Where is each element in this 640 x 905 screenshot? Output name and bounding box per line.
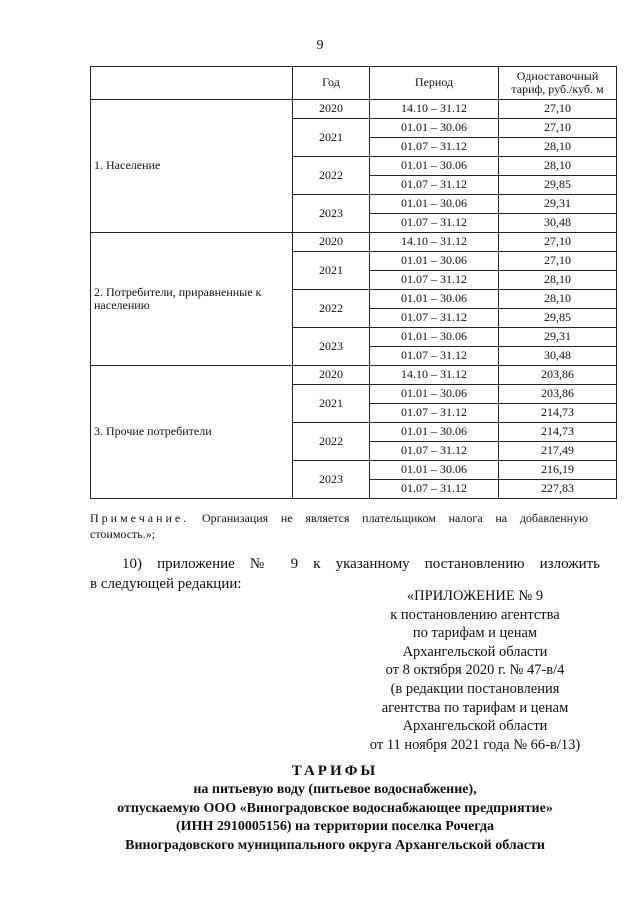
note-label: Примечание. [90, 511, 190, 525]
header-category [91, 67, 293, 100]
period-cell: 01.01 – 30.06 [370, 195, 499, 214]
appendix-line: Архангельской области [402, 718, 548, 735]
category-cell: 2. Потребители, приравненные к населению [91, 233, 293, 366]
rate-cell: 227,83 [499, 480, 617, 499]
rate-cell: 27,10 [499, 119, 617, 138]
period-cell: 01.01 – 30.06 [370, 461, 499, 480]
appendix-line: (в редакции постановления [390, 680, 560, 697]
year-cell: 2022 [293, 290, 370, 328]
rate-cell: 203,86 [499, 385, 617, 404]
rate-cell: 29,85 [499, 309, 617, 328]
period-cell: 01.01 – 30.06 [370, 119, 499, 138]
rate-cell: 27,10 [499, 100, 617, 119]
period-cell: 01.07 – 31.12 [370, 271, 499, 290]
table-note [90, 510, 588, 542]
year-cell: 2020 [293, 233, 370, 252]
period-cell: 01.07 – 31.12 [370, 347, 499, 366]
period-cell: 01.07 – 31.12 [370, 480, 499, 499]
period-cell: 01.07 – 31.12 [370, 404, 499, 423]
appendix-line: «ПРИЛОЖЕНИЕ № 9 [406, 588, 544, 604]
title-line: Виноградовского муниципального округа Архангельской области [125, 838, 545, 854]
table-row [91, 233, 617, 252]
rate-cell: 28,10 [499, 157, 617, 176]
period-cell: 01.07 – 31.12 [370, 214, 499, 233]
appendix-line: Архангельской области [402, 643, 548, 660]
tariff-table [90, 66, 617, 499]
rate-cell: 216,19 [499, 461, 617, 480]
title-line: отпускаемую ООО «Виноградовское водоснабжающее предприятие» [117, 800, 553, 816]
table-header-row [91, 67, 617, 100]
appendix-line: агентства по тарифам и ценам [381, 699, 569, 716]
category-cell: 1. Население [91, 100, 293, 233]
header-rate: Одноставочный тариф, руб./куб. м [499, 67, 617, 100]
year-cell: 2020 [293, 366, 370, 385]
year-cell: 2023 [293, 328, 370, 366]
appendix-header [355, 587, 595, 754]
appendix-line: по тарифам и ценам [412, 625, 538, 642]
title-lines [60, 781, 610, 856]
rate-cell: 29,31 [499, 195, 617, 214]
category-cell: 3. Прочие потребители [91, 366, 293, 499]
period-cell: 01.01 – 30.06 [370, 252, 499, 271]
rate-cell: 29,31 [499, 328, 617, 347]
year-cell: 2021 [293, 119, 370, 157]
title-line: (ИНН 2910005156) на территории поселка Рочегда [176, 819, 494, 835]
rate-cell: 30,48 [499, 214, 617, 233]
rate-cell: 29,85 [499, 176, 617, 195]
appendix-line: от 11 ноября 2021 года № 66-в/13) [369, 736, 581, 753]
period-cell: 01.01 – 30.06 [370, 328, 499, 347]
period-cell: 14.10 – 31.12 [370, 100, 499, 119]
rate-cell: 27,10 [499, 252, 617, 271]
document-title [60, 762, 610, 856]
period-cell: 01.01 – 30.06 [370, 157, 499, 176]
rate-cell: 217,49 [499, 442, 617, 461]
period-cell: 14.10 – 31.12 [370, 366, 499, 385]
period-cell: 14.10 – 31.12 [370, 233, 499, 252]
year-cell: 2020 [293, 100, 370, 119]
rate-cell: 214,73 [499, 423, 617, 442]
year-cell: 2023 [293, 461, 370, 499]
table-row [91, 366, 617, 385]
period-cell: 01.01 – 30.06 [370, 385, 499, 404]
rate-cell: 28,10 [499, 290, 617, 309]
rate-cell: 27,10 [499, 233, 617, 252]
period-cell: 01.01 – 30.06 [370, 423, 499, 442]
note-text: Организация не является плательщиком налога на добавленную стоимость.»; [90, 511, 588, 541]
period-cell: 01.07 – 31.12 [370, 176, 499, 195]
header-year: Год [293, 67, 370, 100]
table-row [91, 100, 617, 119]
period-cell: 01.07 – 31.12 [370, 442, 499, 461]
year-cell: 2022 [293, 157, 370, 195]
appendix-line: к постановлению агентства [390, 606, 560, 623]
rate-cell: 28,10 [499, 271, 617, 290]
paragraph-line-1: 10) приложение № 9 к указанному постановлению изложить [122, 556, 600, 572]
year-cell: 2023 [293, 195, 370, 233]
period-cell: 01.01 – 30.06 [370, 290, 499, 309]
period-cell: 01.07 – 31.12 [370, 138, 499, 157]
header-period: Период [370, 67, 499, 100]
rate-cell: 214,73 [499, 404, 617, 423]
title-heading: ТАРИФЫ [291, 763, 379, 779]
rate-cell: 28,10 [499, 138, 617, 157]
year-cell: 2021 [293, 385, 370, 423]
period-cell: 01.07 – 31.12 [370, 309, 499, 328]
appendix-line: от 8 октября 2020 г. № 47-в/4 [385, 662, 565, 679]
rate-cell: 203,86 [499, 366, 617, 385]
paragraph-line-2: в следующей редакции: [90, 576, 242, 592]
tariff-table-body [91, 100, 617, 499]
title-line: на питьевую воду (питьевое водоснабжение), [193, 781, 477, 797]
rate-cell: 30,48 [499, 347, 617, 366]
year-cell: 2022 [293, 423, 370, 461]
page-number: 9 [316, 38, 324, 53]
year-cell: 2021 [293, 252, 370, 290]
